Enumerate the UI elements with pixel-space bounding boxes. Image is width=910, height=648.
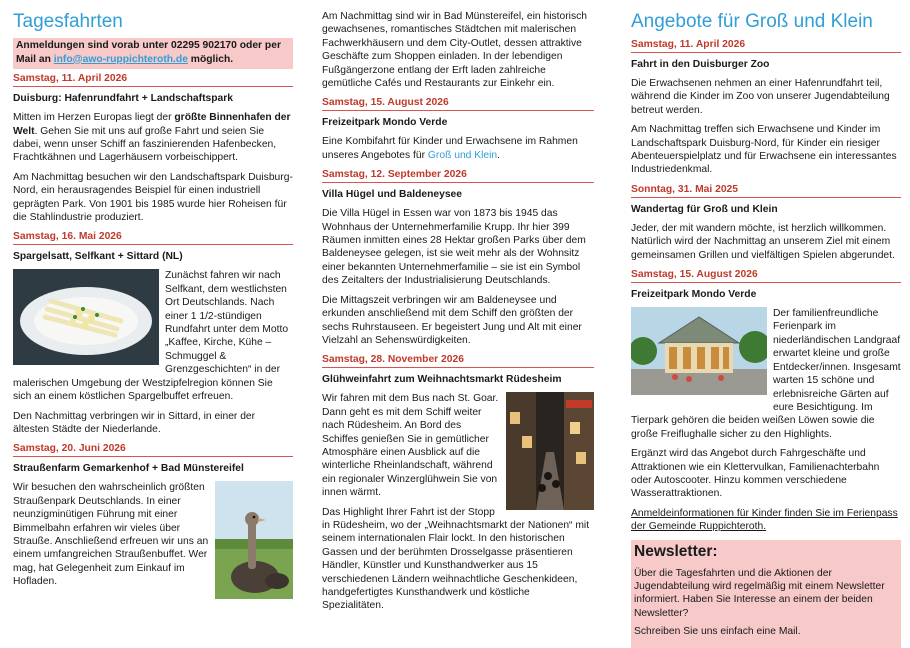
trip-date: Samstag, 15. August 2026: [322, 96, 594, 111]
trip-title: Duisburg: Hafenrundfahrt + Landschaftspark: [13, 93, 233, 105]
trip-text: Am Nachmittag besuchen wir den Landschaftspark Duisburg-Nord, ein herausragendes Beispiel für einen industriell geprägten Park. Von 1901 bis 1985 wurde hier Roheisen für die Stahlindustrie produziert.: [13, 171, 293, 224]
trip-text: Das Highlight Ihrer Fahrt ist der Stopp in Rüdesheim, wo der „Weihnachtsmarkt der Nationen“ mit seinem internationalen Flair lockt. In den historischen Gassen und der berühmten Drosselgasse präsentieren Händler, Künstler und Kunsthandwerker aus 15 verschiedenen Ländern weihnachtliche Geschenkideen, handgefertigtes Kunsthandwerk und köstliche Spezialitäten.: [322, 506, 590, 612]
offer-date: Samstag, 15. August 2026: [631, 268, 901, 283]
trip-text: Den Nachmittag verbringen wir in Sittard, in einer der ältesten Städte der Niederlande.: [13, 410, 256, 435]
newsletter-box: [631, 540, 901, 648]
offer-title: Freizeitpark Mondo Verde: [631, 289, 757, 301]
newsletter-text: Schreiben Sie uns einfach eine Mail.: [634, 626, 801, 638]
newsletter-heading: Newsletter:: [634, 542, 718, 560]
trip-text: Mitten im Herzen Europas liegt der größte Binnenhafen der Welt. Gehen Sie mit uns auf große Fahrt und seien Sie dabei, wenn unser Schiff an faszinierenden Hafenbecken, Frachtkähnen und Lagerhäusern vorbeischippert.: [13, 112, 291, 164]
trip-date: Samstag, 12. September 2026: [322, 168, 594, 183]
trip-text: Zunächst fahren wir nach Selfkant, dem westlichsten Ort Deutschlands. Nach einer 1 1/2-stündigen Rundfahrt unter dem Motto „Kaffee, Kirche, Kühe – Schmuggel & Grenzgeschichten“ in der malerischen Umgebung der Westzipfelregion können Sie sich an einem köstlichen Spargelbuffet erfreuen.: [13, 270, 289, 403]
trip-title: Spargelsatt, Selfkant + Sittard (NL): [13, 251, 183, 263]
trip-text: Wir besuchen den wahrscheinlich größten Straußenpark Deutschlands. In einer neunzigminütigen Führung mit einer Bimmelbahn erfahren wir vieles über Strauße. Anschließend erfreuen wir uns an einem umfangreichen Straußenbuffet. Wer mag, hat Gelegenheit zum Einkauf im Hofladen.: [13, 482, 209, 588]
column-middle: [322, 10, 594, 619]
newsletter-text: Über die Tagesfahrten und die Aktionen der Jugendabteilung wird regelmäßig mit einem Newsletter informiert. Haben Sie Interesse an einem der beiden Newsletter?: [634, 567, 885, 619]
registration-note: Anmeldungen sind vorab unter 02295 902170 oder per Mail an info@awo-ruppichteroth.de möglich.: [13, 38, 293, 69]
heading-tagesfahrten: Tagesfahrten: [13, 11, 123, 32]
asparagus-photo: [13, 269, 159, 370]
offer-date: Samstag, 11. April 2026: [631, 38, 901, 53]
trip-date: Samstag, 28. November 2026: [322, 353, 594, 368]
email-link[interactable]: info@awo-ruppichteroth.de: [53, 53, 188, 65]
trip-date: Samstag, 11. April 2026: [13, 72, 293, 87]
gross-klein-link[interactable]: Groß und Klein: [427, 149, 498, 161]
offer-title: Wandertag für Groß und Klein: [631, 203, 778, 215]
trip-date: Samstag, 16. Mai 2026: [13, 230, 293, 245]
offer-text: Ergänzt wird das Angebot durch Fahrgeschäfte und Attraktionen wie ein Klettervulkan, Familienachterbahn oder Autoscooter. Hinzu kommen verschiedene Wasserattraktionen.: [631, 448, 880, 500]
trip-title: Straußenfarm Gemarkenhof + Bad Münstereifel: [13, 463, 244, 475]
heading-gross-klein: Angebote für Groß und Klein: [631, 11, 873, 32]
offer-title: Fahrt in den Duisburger Zoo: [631, 59, 770, 70]
trip-title: Glühweinfahrt zum Weihnachtsmarkt Rüdesheim: [322, 374, 562, 386]
offer-text: Am Nachmittag treffen sich Erwachsene und Kinder im Landschaftspark Duisburg-Nord, für Kinder ein riesiger Abenteuerspielplatz und für Erwachsene ein interessantes Industriedenkmal.: [631, 124, 897, 176]
offer-text: Der familienfreundliche Ferienpark im niederländischen Landgraaf erwartet kleine und große Entdecker/innen. Insgesamt warten 15 schöne und erlebnisreiche Gärten auf eure Besichtigung. Im Tierpark gehören die beiden weißen Löwen sowie die große Freiflughalle sicher zu den Highlights.: [631, 308, 901, 440]
carousel-photo: [631, 307, 767, 400]
trip-text: Am Nachmittag sind wir in Bad Münstereifel, ein historisch gewachsenes, romantisches Städtchen mit malerischen Fachwerkhäusern und dem City-Outlet, dessen attraktive Geschäfte zum Shoppen einladen. In der lebendigen Fußgängerzone entlang der Erft laden zahlreiche gemütliche Cafés und Restaurants zur Einkehr ein.: [322, 11, 587, 90]
trip-text: Die Mittagszeit verbringen wir am Baldeneysee und erkunden anschließend mit dem Schiff den größten der sechs Ruhrstauseen. Er begeistert Jung und Alt mit einer Vielzahl an Sehenswürdigkeiten.: [322, 294, 582, 346]
column-tagesfahrten: [13, 0, 293, 606]
ruedesheim-photo: [506, 392, 594, 515]
offer-text: Die Erwachsenen nehmen an einer Hafenrundfahrt teil, während die Kinder im Zoo von unserer Jugendabteilung betreut werden.: [631, 78, 890, 116]
offer-text: Jeder, der mit wandern möchte, ist herzlich willkommen. Natürlich wird der Nachmittag an unserem Ziel mit einem gemeinsamen Grillen und vielfältigen Spielen abgerundet.: [631, 222, 895, 261]
offer-date: Sonntag, 31. Mai 2025: [631, 183, 901, 198]
trip-text: Eine Kombifahrt für Kinder und Erwachsene im Rahmen unseres Angebotes für Groß und Klein.: [322, 136, 578, 161]
trip-title: Villa Hügel und Baldeneysee: [322, 189, 463, 201]
trip-title: Freizeitpark Mondo Verde: [322, 117, 448, 129]
trip-text: Die Villa Hügel in Essen war von 1873 bis 1945 das Wohnhaus der Unternehmerfamilie Krupp. Ihr hier 399 Räumen inmitten eines 28 Hektar großen Parks über dem Baldeneysee gelegen, ist sie weit mehr als der Wohnsitz einer bekannten Unternehmerfamilie – sie ist ein Symbol des Zeitalters der Industrialisierung Deutschlands.: [322, 208, 586, 287]
trip-date: Samstag, 20. Juni 2026: [13, 442, 293, 457]
trip-text: Wir fahren mit dem Bus nach St. Goar. Dann geht es mit dem Schiff weiter nach Rüdesheim. An Bord des Schiffes genießen Sie in gemütlicher Atmosphäre einen Ausblick auf die winterliche Rheinlandschaft, während ein regionaler Winzerglühwein Sie von innen wärmt.: [322, 393, 499, 499]
ferienpass-info: Anmeldeinformationen für Kinder finden Sie im Ferienpass der Gemeinde Ruppichteroth.: [631, 507, 898, 533]
ostrich-photo: [215, 481, 293, 604]
column-gross-klein: [631, 0, 901, 648]
